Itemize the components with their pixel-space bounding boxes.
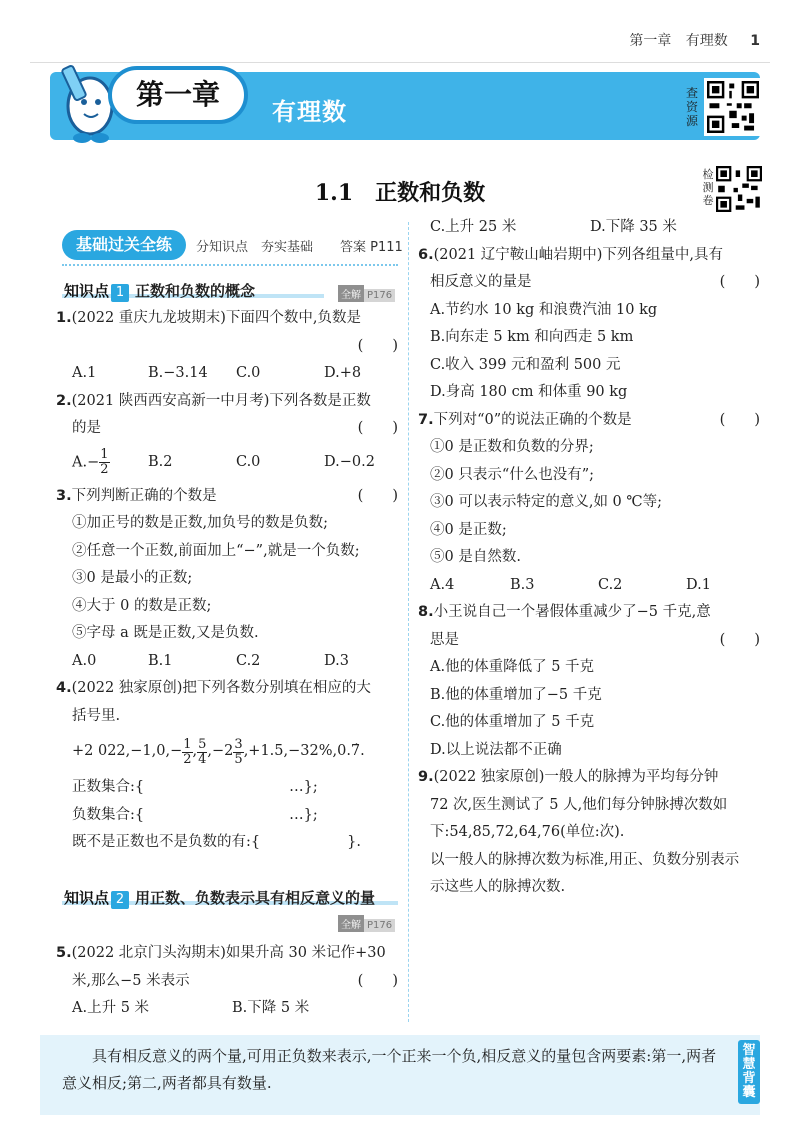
question-stem: (2022 独家原创)一般人的脉搏为平均每分钟 [433,769,719,785]
question-number: 1. [56,310,72,326]
statement-item: ⑤0 是自然数. [430,549,521,565]
option-c[interactable]: C.上升 25 米 [430,219,517,235]
question-stem: (2022 独家原创)把下列各数分别填在相应的大 [71,680,371,696]
option-a[interactable]: A.− $\frac{1}{2}$ [72,447,109,477]
question-stem-cont: 以一般人的脉搏次数为标准,用正、负数分别表示 [430,851,740,868]
question-stem-cont: 米,那么−5 米表示 [72,972,190,989]
running-head-chapter: 第一章 [629,33,672,49]
question-stem-cont: 示这些人的脉搏次数. [430,879,566,895]
answer-paren[interactable]: ( ) [357,420,398,436]
answer-set-negative[interactable]: 负数集合:{ …}; [72,806,318,823]
options [56,360,398,388]
option-c[interactable]: C.2 [598,576,623,593]
column-divider [408,222,409,1022]
statement-item: ①加正号的数是正数,加负号的数是负数; [72,515,328,531]
fraction: $\frac{5}{4}$ [198,736,207,767]
option-d[interactable]: D.1 [686,576,711,593]
option-a[interactable]: A.0 [72,652,97,669]
answer-paren[interactable]: ( ) [719,631,760,648]
statement-item: ①0 是正数和负数的分界; [430,439,594,455]
section-title: 1.1 正数和负数 [314,180,486,206]
option-d[interactable]: D.+8 [324,365,362,381]
option-c[interactable]: C.0 [236,453,261,470]
option-b[interactable]: B.下降 5 米 [232,1000,310,1016]
statement-item: ②任意一个正数,前面加上“−”,就是一个负数; [72,542,360,559]
question-4 [56,675,398,703]
options [56,443,398,483]
answer-set-neither[interactable]: 既不是正数也不是负数的有:{ }. [72,834,361,850]
option-c[interactable]: C.0 [236,365,261,381]
qr-label-test: 检测卷 [702,168,714,207]
question-stem-cont: 的是 [72,420,101,436]
option-c[interactable]: C.收入 399 元和盈利 500 元 [430,356,621,373]
chapter-title: 有理数 [272,98,347,126]
option-d[interactable]: D.−0.2 [324,453,375,470]
ref-page: P176 [364,919,395,932]
qr-code-icon[interactable] [704,78,762,136]
fraction: $\frac{1}{2}$ [183,736,192,767]
question-number: 8. [418,604,434,620]
fraction: $\frac{3}{5}$ [234,736,243,767]
options [418,572,760,600]
statement-item: ④0 是正数; [430,521,507,538]
question-stem: (2021 辽宁鞍山岫岩期中)下列各组量中,具有 [433,246,724,263]
question-stem: 下列判断正确的个数是 [71,487,217,504]
question-number: 4. [56,680,72,696]
statement-item: ③0 是最小的正数; [72,570,193,586]
option-d[interactable]: D.下降 35 米 [590,219,677,235]
kp-number: 2 [111,891,129,909]
question-number: 9. [418,769,434,785]
question-1 [56,305,398,333]
kp-label: 知识点 [64,889,110,907]
option-d[interactable]: D.身高 180 cm 和体重 90 kg [430,384,628,400]
question-stem: (2022 北京门头沟期末)如果升高 30 米记作+30 [71,945,386,961]
practice-subtitle: 分知识点 夯实基础 [196,240,314,255]
option-b[interactable]: B.−3.14 [148,365,208,381]
question-number: 3. [56,487,72,504]
option-b[interactable]: B.2 [148,453,173,470]
option-b[interactable]: B.他的体重增加了−5 千克 [430,686,602,703]
answer-paren[interactable]: ( ) [719,274,760,290]
left-column-q5 [56,940,398,1023]
left-column [56,305,398,857]
option-a[interactable]: A.上升 5 米 [72,1000,150,1016]
options [56,648,398,676]
knowledge-point-2 [64,887,375,909]
options-q5-cont [418,214,760,242]
right-column [418,214,760,902]
question-stem-cont: 72 次,医生测试了 5 人,他们每分钟脉搏次数如 [430,796,728,813]
qr-label-resources: 查资源 [685,86,698,128]
question-number: 2. [56,392,72,409]
fraction: $\frac{1}{2}$ [100,447,109,477]
option-a[interactable]: A.1 [72,365,97,381]
question-5 [56,940,398,968]
ref-label: 全解 [338,915,364,932]
statement-item: ⑤字母 a 既是正数,又是负数. [72,625,259,641]
question-number: 7. [418,411,434,428]
question-stem-cont: 下:54,85,72,64,76(单位:次). [430,824,625,840]
question-8 [418,599,760,627]
answer-reference: 答案 P111 [340,240,403,255]
ref-page: P176 [364,289,395,302]
question-stem: 下列对“0”的说法正确的个数是 [433,411,632,428]
statement-item: ④大于 0 的数是正数; [72,597,212,614]
answer-paren[interactable]: ( ) [719,411,760,428]
option-b[interactable]: B.向东走 5 km 和向西走 5 km [430,329,634,345]
question-6 [418,242,760,270]
qr-code-icon[interactable] [716,166,762,212]
option-b[interactable]: B.1 [148,652,173,669]
question-stem: (2021 陕西西安高新一中月考)下列各数是正数 [71,392,371,409]
page-number: 1 [750,33,760,49]
statement-item: ③0 可以表示特定的意义,如 0 ℃等; [430,494,662,510]
running-head-title: 有理数 [685,33,728,49]
options [56,995,398,1023]
question-stem-cont: 括号里. [72,707,121,724]
option-c[interactable]: C.2 [236,652,261,669]
kp-number: 1 [111,284,129,302]
number-list: +2 022,−1,0,− $\frac{1}{2}$ , $\frac{5}{4}$ ,−2 $\frac{3}{5}$ ,+1.5,−32%,0.7̇. [72,736,365,767]
option-d[interactable]: D.以上说法都不正确 [430,741,562,758]
answer-paren[interactable]: ( ) [357,487,398,504]
running-head [629,30,760,50]
kp-title: 用正数、负数表示具有相反意义的量 [135,889,376,907]
kp-reference [338,915,395,932]
option-a[interactable]: A.他的体重降低了 5 千克 [430,659,595,675]
header-rule [30,62,770,63]
option-d[interactable]: D.3 [324,652,349,669]
question-number: 5. [56,945,72,961]
knowledge-point-1 [64,280,255,302]
question-stem-cont: 相反意义的量是 [430,274,532,290]
tip-tag: 智慧背囊 [738,1040,760,1104]
ref-label: 全解 [338,285,364,302]
question-stem-cont: 思是 [430,631,459,648]
kp-reference [338,285,395,302]
question-number: 6. [418,246,434,263]
chapter-label: 第一章 [108,66,248,124]
answer-paren[interactable]: ( ) [357,337,398,354]
question-stem: 小王说自己一个暑假体重减少了−5 千克,意 [433,604,711,620]
question-stem: (2022 重庆九龙坡期末)下面四个数中,负数是 [71,310,362,326]
practice-tab: 基础过关全练 [62,230,186,260]
statement-item: ②0 只表示“什么也没有”; [430,466,595,483]
question-3 [56,483,398,511]
tip-text: 具有相反意义的两个量,可用正负数来表示,一个正来一个负,相反意义的量包含两要素:第一,两者意义相反;第二,两者都具有数量. [62,1047,717,1092]
question-9 [418,764,760,792]
option-a[interactable]: A.节约水 10 kg 和浪费汽油 10 kg [430,301,658,318]
question-7 [418,407,760,435]
question-2 [56,388,398,416]
kp-label: 知识点 [64,282,110,300]
kp-title: 正数和负数的概念 [135,282,256,300]
answer-set-positive[interactable]: 正数集合:{ …}; [72,779,318,795]
option-c[interactable]: C.他的体重增加了 5 千克 [430,714,595,730]
dotted-rule [62,264,398,266]
answer-paren[interactable]: ( ) [357,972,398,989]
option-b[interactable]: B.3 [510,576,535,593]
option-a[interactable]: A.4 [430,576,455,593]
